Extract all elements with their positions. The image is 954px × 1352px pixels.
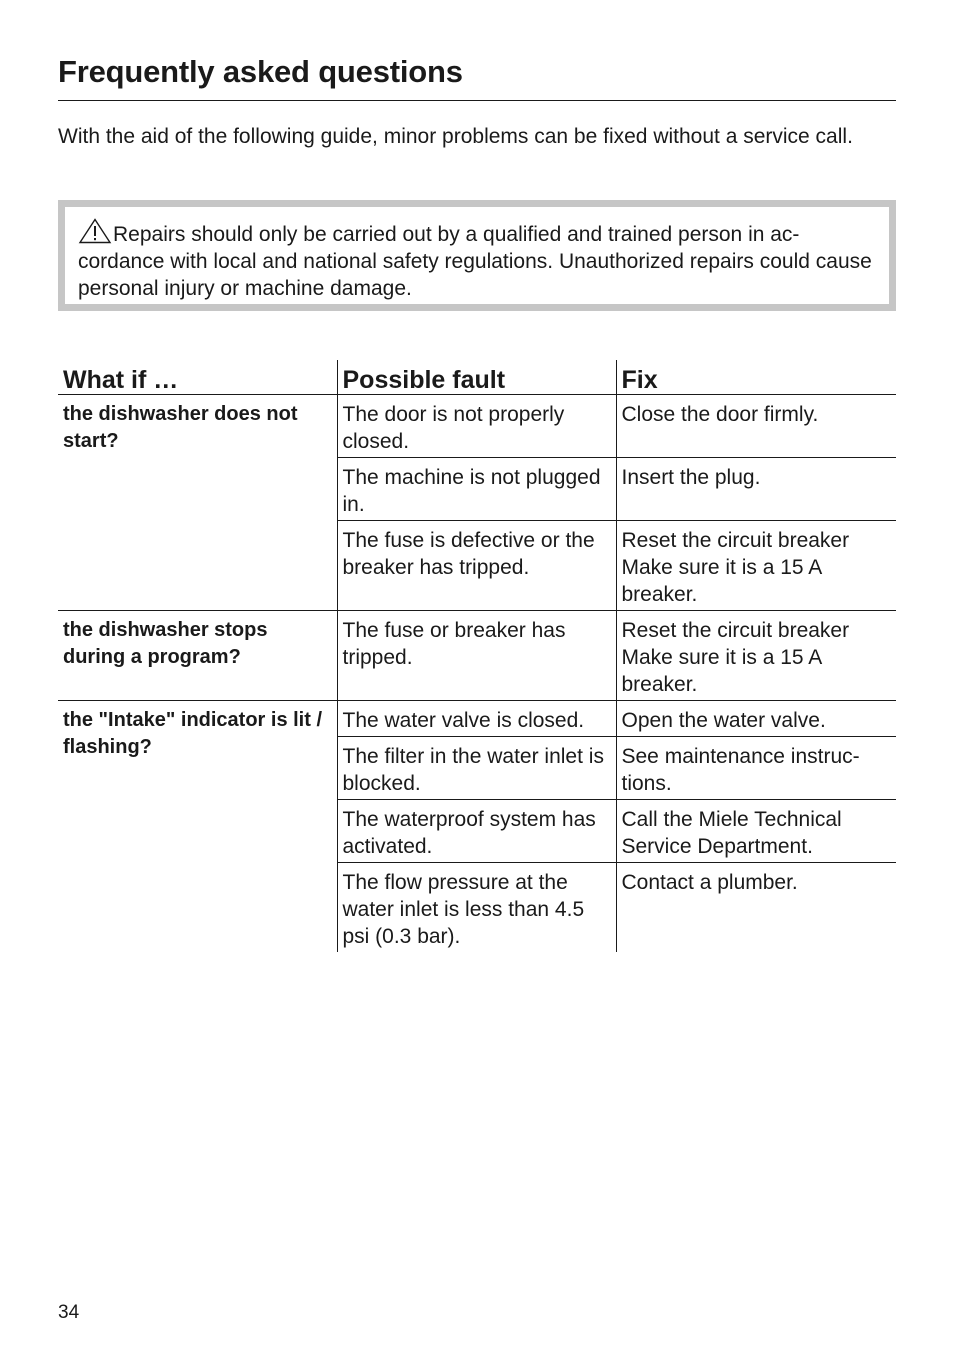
fix-cell: Reset the circuit breaker Make sure it is a 15 A breaker. [616,521,896,611]
fix-cell: See maintenance instruc-tions. [616,737,896,800]
fault-cell: The fuse or breaker has tripped. [337,611,616,701]
question-cell: the "Intake" indicator is lit / flashing? [63,709,323,758]
fault-cell: The fuse is defective or the breaker has tripped. [337,521,616,611]
table-header-row [58,360,896,395]
fault-cell: The waterproof system has activated. [337,800,616,863]
intro-paragraph: With the aid of the following guide, minor problems can be fixed without a service call. [58,125,853,148]
column-header-fix: Fix [616,360,896,395]
question-cell: the dishwasher does not start? [58,395,337,611]
fix-cell: Close the door firmly. [616,395,896,458]
fix-cell: Reset the circuit breaker Make sure it is a 15 A breaker. [616,611,896,701]
fix-cell: Insert the plug. [616,458,896,521]
table-row [58,395,896,458]
fix-cell: Call the Miele Technical Service Department. [616,800,896,863]
fault-cell: The flow pressure at the water inlet is less than 4.5 psi (0.3 bar). [337,863,616,953]
warning-text: Repairs should only be carried out by a qualified and trained person in ac-cordance with local and national safety regulations. Unauthorized repairs could cause personal injury or machine damage. [78,223,872,300]
fault-cell: The door is not properly closed. [337,395,616,458]
warning-paragraph [78,218,876,302]
question-cell: the dishwasher stops during a program? [58,611,337,701]
fix-cell: Contact a plumber. [616,863,896,953]
page-title: Frequently asked questions [58,54,463,89]
table-row [58,701,896,737]
title-divider [58,100,896,101]
page-number: 34 [58,1302,80,1323]
fault-cell: The filter in the water inlet is blocked. [337,737,616,800]
fault-cell: The water valve is closed. [337,701,616,737]
warning-box [58,200,896,311]
column-header-possible-fault: Possible fault [337,360,616,395]
fix-cell: Open the water valve. [616,701,896,737]
faq-table [58,360,896,952]
table-row [58,611,896,701]
column-header-what-if: What if … [58,360,337,395]
fault-cell: The machine is not plugged in. [337,458,616,521]
warning-triangle-icon [78,218,112,244]
